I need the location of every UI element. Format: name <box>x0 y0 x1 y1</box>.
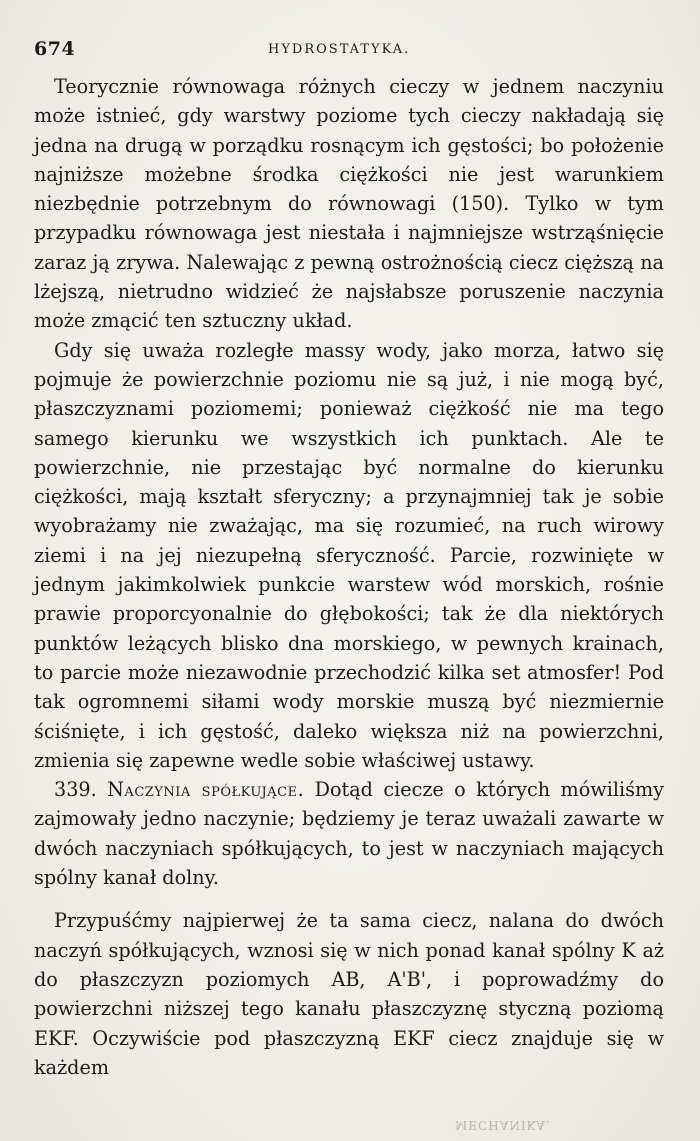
page-body <box>34 72 664 1082</box>
page-header <box>34 38 660 60</box>
paragraph-1: Teorycznie równowaga różnych cieczy w jednem naczyniu może istnieć, gdy warstwy poziome tych cieczy nakładają się jedna na drugą w porządku rosnącym ich gęstości; bo położenie najniższe możebne środka ciężkości nie jest warunkiem niezbędnie potrzebnym do równowagi (150). Tylko w tym przypadku równowaga jest niestała i najmniejsze wstrząśnięcie zaraz ją zrywa. Nalewając z pewną ostrożnością ciecz cięższą na lżejszą, nietrudno widzieć że najsłabsze poruszenie naczynia może zmącić ten sztuczny układ. <box>34 75 664 333</box>
section-text: Dotąd ciecze o których mówiliśmy zajmowały jedno naczynie; będziemy je teraz uważali zawarte w dwóch naczyniach spółkujących, to jest w naczyniach mających spólny kanał dolny. <box>34 778 664 890</box>
paragraph-2: Gdy się uważa rozległe massy wody, jako morza, łatwo się pojmuje że powierzchnie poziomu nie są już, i nie mogą być, płaszczyznami poziomemi; ponieważ ciężkość nie ma tego samego kierunku we wszystkich ich punktach. Ale te powierzchnie, nie przestając być normalne do kierunku ciężkości, mają kształt sferyczny; a przynajmniej tak je sobie wyobrażamy nie zważając, ma się rozumieć, na ruch wirowy ziemi i na jej niezupełną sferyczność. Parcie, rozwinięte w jednym jakimkolwiek punkcie warstew wód morskich, rośnie prawie proporcyonalnie do głębokości; tak że dla niektórych punktów leżących blisko dna morskiego, w pewnych krainach, to parcie może niezawodnie przechodzić kilka set atmosfer! Pod tak ogromnemi siłami wody morskie muszą być niezmiernie ściśnięte, i ich gęstość, daleko większa niż na powierzchni, zmienia się zapewne wedle sobie właściwej ustawy. <box>34 338 664 772</box>
section-title: Naczynia spółkujące. <box>107 778 305 802</box>
section-339 <box>34 775 664 892</box>
bleed-through-text: MECHANIKA. <box>455 1118 551 1132</box>
paragraph-4: Przypuśćmy najpierwej że ta sama ciecz, nalana do dwóch naczyń spółkujących, wznosi się w nich ponad kanał spólny K aż do płaszczyzn poziomych AB, A'B', i poprowadźmy do powierzchni niższej tego kanału płaszczyznę styczną poziomą EKF. Oczywiście pod płaszczyzną EKF ciecz znajduje się w każdem <box>34 909 664 1079</box>
section-number: 339. <box>54 778 97 802</box>
page-number: 674 <box>34 38 76 60</box>
running-head: HYDROSTATYKA. <box>268 42 411 57</box>
